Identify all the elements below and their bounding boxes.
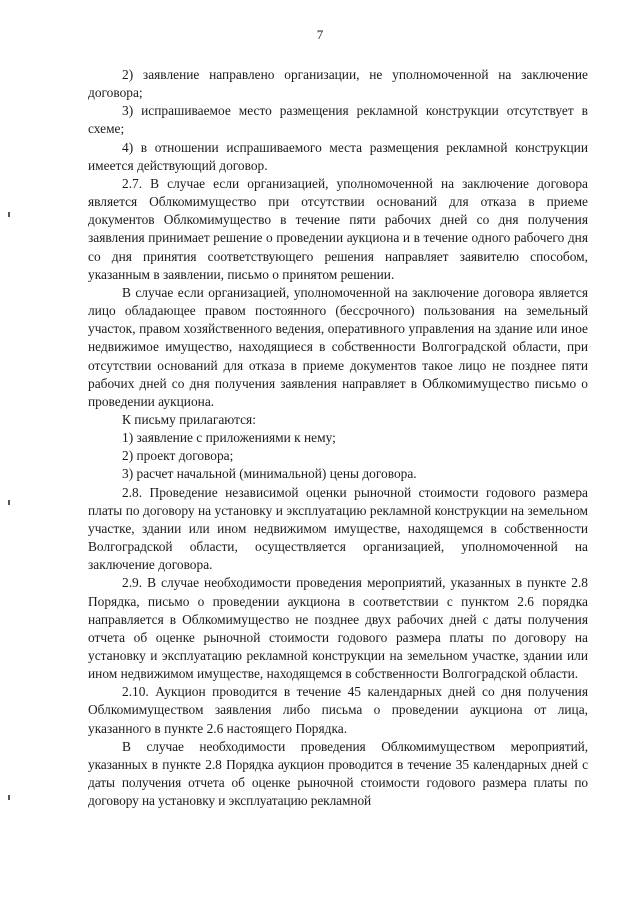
list-item: 2) заявление направлено организации, не уполномоченной на заключение договора; [88,67,588,101]
list-item: 1) заявление с приложениями к нему; [122,430,336,446]
list-item: 4) в отношении испрашиваемого места размещения рекламной конструкции имеется действующий договор. [88,139,588,173]
list-item: 3) испрашиваемое место размещения рекламной конструкции отсутствует в схеме; [88,103,588,137]
paragraph-2-9: 2.9. В случае необходимости проведения мероприятий, указанных в пункте 2.8 Порядка, письмо о проведении аукциона в соответствии с пунктом 2.6 порядка направляется в Облкомимущество не позднее двух рабочих дней с даты получения отчета об оценке рыночной стоимости годового размера платы по договору на установку и эксплуатацию рекламной конструкции на земельном участке, здании или ином недвижимом имуществе, находящемся в собственности Волгоградской области. [88,575,588,682]
margin-mark [8,795,10,800]
margin-mark [8,500,10,505]
paragraph-2-7: 2.7. В случае если организацией, уполномоченной на заключение договора является Облкомимущество при отсутствии оснований для отказа в приеме документов Облкомимущество в течение пяти рабочих дней со дня получения заявления принимает решение о проведении аукциона и в течение одного рабочего дня со дня принятия соответствующего решения направляет заявителю способом, указанным в заявлении, письмо о принятом решении. [88,175,588,282]
paragraph: В случае необходимости проведения Облкомимуществом мероприятий, указанных в пункте 2.8 Порядка аукцион проводится в течение 35 календарных дней с даты получения отчета об оценке рыночной стоимости годового размера платы по договору на установку и эксплуатацию рекламной [88,738,588,809]
paragraph-2-8: 2.8. Проведение независимой оценки рыночной стоимости годового размера платы по договору на установку и эксплуатацию рекламной конструкции на земельном участке, здании или ином недвижимом имуществе, находящемся в собственности Волгоградской области, осуществляется организацией, уполномоченной на заключение договора. [88,484,588,573]
paragraph: В случае если организацией, уполномоченной на заключение договора является лицо обладающее правом постоянного (бессрочного) пользования на земельный участок, правом хозяйственного ведения, оперативного управления на здание или иное недвижимое имущество, находящиеся в собственности Волгоградской области, при отсутствии оснований для отказа в приеме документов такое лицо не позднее пяти рабочих дней со дня получения заявления направляет в Облкомимущество письмо о проведении аукциона. [88,284,588,409]
list-item: 2) проект договора; [122,448,234,464]
list-item: 3) расчет начальной (минимальной) цены договора. [122,466,417,482]
document-body [88,66,588,810]
paragraph: К письму прилагаются: [122,411,256,427]
paragraph-2-10: 2.10. Аукцион проводится в течение 45 календарных дней со дня получения Облкомимуществом заявления либо письма о проведении аукциона от лица, указанного в пункте 2.6 настоящего Порядка. [88,684,588,736]
page-number: 7 [316,27,324,42]
margin-mark [8,212,10,217]
